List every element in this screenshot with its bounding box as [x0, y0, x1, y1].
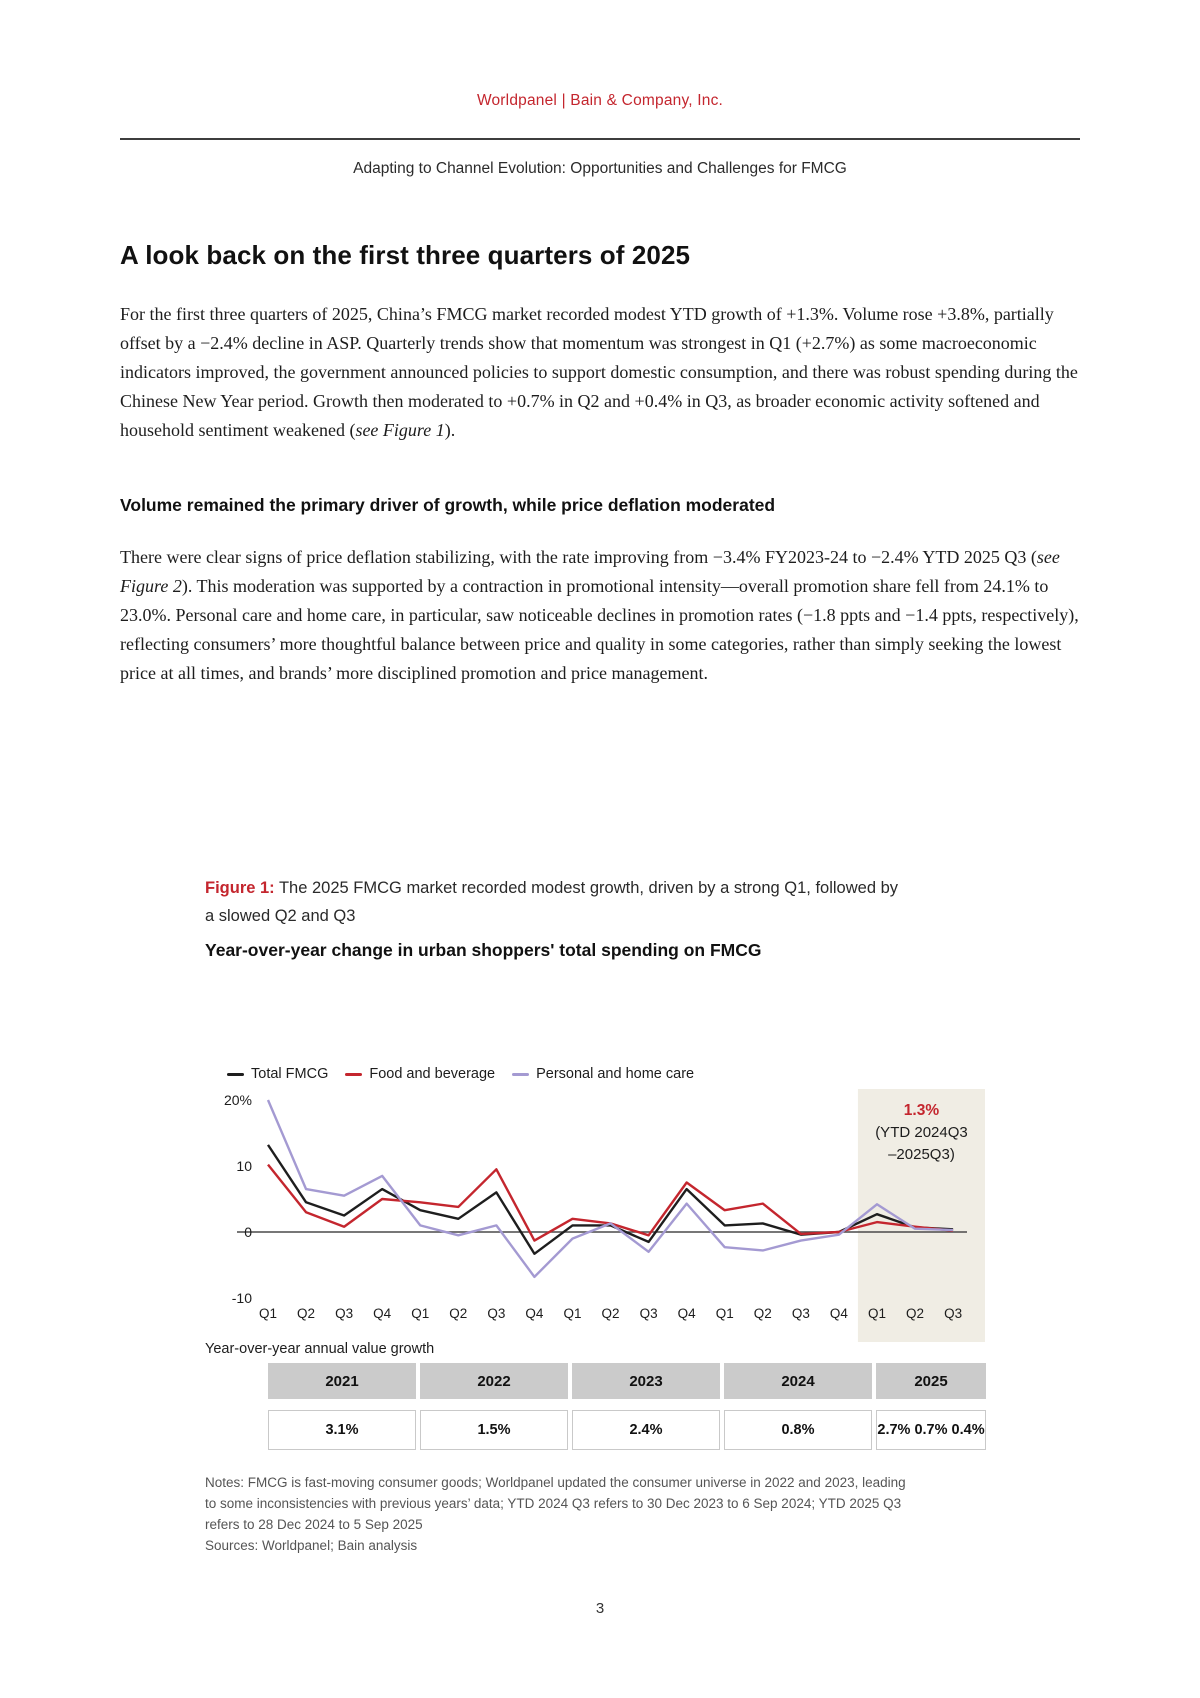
legend-label-personal-home-care: Personal and home care: [536, 1066, 695, 1082]
svg-text:Q1: Q1: [867, 1306, 886, 1321]
paragraph-1-figure-ref: see Figure 1: [355, 420, 445, 440]
svg-text:–2025Q3): –2025Q3): [888, 1146, 955, 1163]
legend-label-food-beverage: Food and beverage: [369, 1066, 496, 1082]
header-divider: [120, 138, 1080, 140]
svg-text:Q4: Q4: [677, 1306, 696, 1321]
page-number: 3: [595, 1600, 605, 1617]
section-heading: A look back on the first three quarters of 2025: [120, 240, 691, 270]
figure-notes: [205, 1472, 910, 1556]
figure-caption: [205, 874, 905, 930]
svg-text:0: 0: [244, 1224, 252, 1240]
growth-value-2021: 3.1%: [268, 1410, 416, 1450]
chart-title: Year-over-year change in urban shoppers' total spending on FMCG: [205, 940, 762, 960]
subsection-heading: Volume remained the primary driver of growth, while price deflation moderated: [120, 495, 776, 515]
year-header-2021: 2021: [268, 1363, 416, 1399]
svg-text:20%: 20%: [223, 1092, 252, 1108]
annual-growth-header-row: [268, 1363, 986, 1399]
svg-text:(YTD 2024Q3: (YTD 2024Q3: [875, 1124, 968, 1141]
svg-text:Q4: Q4: [525, 1306, 544, 1321]
svg-text:Q2: Q2: [906, 1306, 925, 1321]
svg-text:Q4: Q4: [829, 1306, 848, 1321]
svg-text:Q2: Q2: [601, 1306, 620, 1321]
growth-value-2022: 1.5%: [420, 1410, 568, 1450]
svg-text:10: 10: [236, 1158, 252, 1174]
legend-swatch-personal-home-care: [512, 1073, 529, 1076]
legend-item-food-beverage: [345, 1066, 495, 1082]
svg-text:Q1: Q1: [563, 1306, 582, 1321]
notes-text: Notes: FMCG is fast-moving consumer goods; Worldpanel updated the consumer universe in 2022 and 2023, leading to some inconsistencies with previous years’ data; YTD 2024 Q3 refers to 30 Dec 2023 to 6 Sep 2024; YTD 2025 Q3 refers to 28 Dec 2024 to 5 Sep 2025: [205, 1475, 906, 1532]
svg-text:Q1: Q1: [715, 1306, 734, 1321]
svg-text:Q2: Q2: [753, 1306, 772, 1321]
svg-text:Q3: Q3: [335, 1306, 354, 1321]
svg-text:Q1: Q1: [258, 1306, 278, 1321]
paragraph-1: [120, 300, 1085, 445]
paragraph-1-end: ).: [444, 420, 456, 440]
spending-line-chart-svg: [190, 1085, 995, 1345]
growth-value-2023: 2.4%: [572, 1410, 720, 1450]
svg-text:Q3: Q3: [639, 1306, 658, 1321]
svg-text:-10: -10: [231, 1290, 252, 1306]
svg-text:Q1: Q1: [411, 1306, 430, 1321]
growth-value-2024: 0.8%: [724, 1410, 872, 1450]
brand-header: Worldpanel | Bain & Company, Inc.: [476, 92, 724, 109]
svg-text:Q2: Q2: [449, 1306, 468, 1321]
year-header-2025: 2025: [876, 1363, 986, 1399]
figure-caption-text: The 2025 FMCG market recorded modest growth, driven by a strong Q1, followed by a slowed Q2 and Q3: [205, 879, 899, 925]
legend-item-personal-home-care: [512, 1066, 694, 1082]
paragraph-2-text: There were clear signs of price deflation stabilizing, with the rate improving from −3.4% FY2023-24 to −2.4% YTD 2025 Q3 (: [120, 547, 1037, 567]
annual-growth-label: Year-over-year annual value growth: [205, 1341, 435, 1357]
svg-text:Q4: Q4: [373, 1306, 392, 1321]
svg-text:Q3: Q3: [944, 1306, 963, 1321]
sources-text: Sources: Worldpanel; Bain analysis: [205, 1538, 418, 1553]
year-header-2024: 2024: [724, 1363, 872, 1399]
svg-text:Q3: Q3: [487, 1306, 506, 1321]
svg-text:Q2: Q2: [297, 1306, 316, 1321]
paragraph-2: [120, 543, 1085, 688]
legend-swatch-total-fmcg: [227, 1073, 244, 1076]
legend-swatch-food-beverage: [345, 1073, 362, 1076]
paragraph-1-text: For the first three quarters of 2025, China’s FMCG market recorded modest YTD growth of +1.3%. Volume rose +3.8%, partially offset by a −2.4% decline in ASP. Quarterly trends show that momentum was strongest in Q1 (+2.7%) as some macroeconomic indicators improved, the government announced policies to support domestic consumption, and there was robust spending during the Chinese New Year period. Growth then moderated to +0.7% in Q2 and +0.4% in Q3, as broader economic activity softened and household sentiment weakened (: [120, 304, 1078, 440]
legend-label-total-fmcg: Total FMCG: [251, 1066, 329, 1082]
svg-text:1.3%: 1.3%: [903, 1102, 940, 1119]
line-chart: [190, 1085, 995, 1345]
legend-item-total-fmcg: [227, 1066, 328, 1082]
paragraph-2-figure-ref: see Figure 2: [120, 547, 1060, 596]
year-header-2022: 2022: [420, 1363, 568, 1399]
year-header-2023: 2023: [572, 1363, 720, 1399]
growth-value-2025: 2.7% 0.7% 0.4%: [876, 1410, 986, 1450]
svg-text:Q3: Q3: [791, 1306, 810, 1321]
annual-growth-table: [268, 1363, 986, 1450]
report-subtitle: Adapting to Channel Evolution: Opportunities and Challenges for FMCG: [353, 160, 847, 177]
annual-growth-value-row: [268, 1399, 986, 1450]
chart-legend: [227, 1066, 702, 1082]
paragraph-2-end: ). This moderation was supported by a contraction in promotional intensity—overall promotion share fell from 24.1% to 23.0%. Personal care and home care, in particular, saw noticeable declines in promotion rates (−1.8 ppts and −1.4 ppts, respectively), reflecting consumers’ more thoughtful balance between price and quality in some categories, rather than simply seeking the lowest price at all times, and brands’ more disciplined promotion and price management.: [120, 576, 1079, 683]
figure-label: Figure 1:: [205, 879, 275, 897]
